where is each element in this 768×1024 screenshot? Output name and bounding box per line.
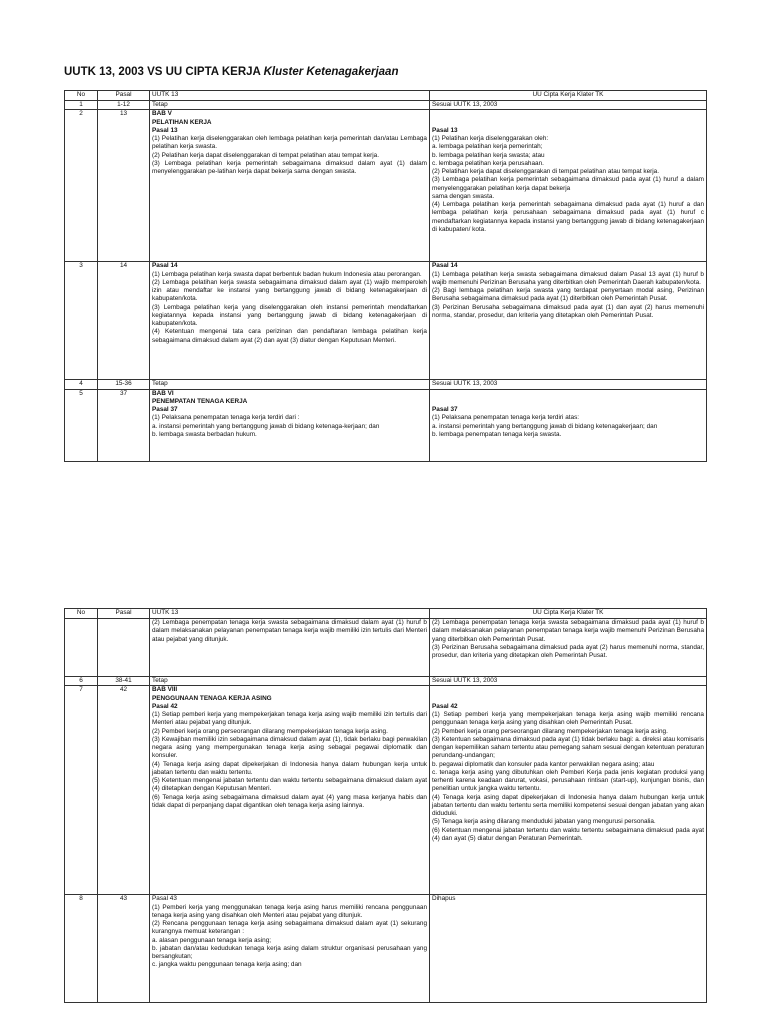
bab-heading: BAB VI <box>152 389 174 397</box>
header-uutk: UUTK 13 <box>150 609 430 619</box>
row-no: 4 <box>65 380 98 389</box>
row-pasal: 38-41 <box>98 677 150 686</box>
row-no: 7 <box>65 686 98 895</box>
table-row <box>65 262 707 380</box>
ayat-item: c. jangka waktu penggunaan tenaga kerja asing; dan <box>152 961 302 969</box>
uutk-cell <box>150 262 430 380</box>
bab-heading: BAB VIII <box>152 686 178 694</box>
header-uutk: UUTK 13 <box>150 91 430 101</box>
comparison-table-2 <box>64 608 707 1003</box>
table-row <box>65 677 707 686</box>
ayat-item: b. pegawai diplomatik dan konsuler pada kantor perwakilan negara asing; atau <box>432 760 655 768</box>
row-pasal: 1-12 <box>98 101 150 110</box>
row-pasal: 43 <box>98 895 150 1003</box>
row-pasal: 14 <box>98 262 150 380</box>
pasal-heading: Pasal 37 <box>432 406 458 413</box>
ayat-item: c. tenaga kerja asing yang dibutuhkan oleh Pemberi Kerja pada jenis kegiatan produksi yang terhenti karena keadaan darurat, vokasi, perusahaan rintisan (start-up), kunjungan bisnis, dan penelitian untuk jangka waktu tertentu. <box>432 768 704 793</box>
ayat-text: (1) Pelaksana penempatan tenaga kerja terdiri dari : <box>152 414 300 422</box>
row-no: 6 <box>65 677 98 686</box>
row-pasal <box>98 619 150 677</box>
cipta-kerja-cell: Sesuai UUTK 13, 2003 <box>430 380 707 389</box>
ayat-item: a. lembaga pelatihan kerja pemerintah; <box>432 143 543 151</box>
ayat-text: (1) Setiap pemberi kerja yang mempekerjakan tenaga kerja asing wajib memiliki rencana penggunaan tenaga kerja asing yang disahkan oleh Pemerintah Pusat. <box>432 711 704 727</box>
uutk-cell: Tetap <box>150 380 430 389</box>
ayat-text: (1) Lembaga pelatihan kerja swasta sebagaimana dimaksud dalam Pasal 13 ayat (1) huruf b wajib memenuhi Perizinan Berusaha yang diterbitkan oleh Pemerintah Daerah kabupaten/kota. <box>432 270 704 286</box>
ayat-item: c. lembaga pelatihan kerja perusahaan. <box>432 159 544 167</box>
ayat-text: (4) Tenaga kerja asing dapat dipekerjakan di Indonesia hanya dalam hubungan kerja untuk jabatan tertentu dan waktu tertentu serta memiliki kompetensi sesuai dengan jabatan yang akan diduduki. <box>432 793 704 817</box>
ayat-text: (4) Tenaga kerja asing dapat dipekerjakan di Indonesia hanya dalam hubungan kerja untuk jabatan tertentu dan waktu tertentu. <box>152 760 427 776</box>
header-cipta-kerja: UU Cipta Kerja Klater TK <box>430 609 707 619</box>
ayat-text: (2) Lembaga pelatihan kerja swasta sebagaimana dimaksud dalam ayat (1) wajib memperoleh izin atau mendaftar ke instansi yang bertanggung jawab di bidang ketenagakerjaan di kabupaten/kota. <box>152 278 427 303</box>
pasal-heading: Pasal 13 <box>152 126 178 134</box>
uutk-cell: Tetap <box>150 677 430 686</box>
ayat-text: (1) Lembaga pelatihan kerja swasta dapat berbentuk badan hukum Indonesia atau perorangan. <box>152 270 422 278</box>
header-no: No <box>65 91 98 101</box>
section-heading: PENEMPATAN TENAGA KERJA <box>152 397 248 405</box>
ayat-text: (1) Pelaksana penempatan tenaga kerja terdiri atas: <box>432 414 580 422</box>
ayat-item: b. lembaga pelatihan kerja swasta; atau <box>432 151 545 159</box>
pasal-heading: Pasal 13 <box>432 126 458 134</box>
row-no <box>65 619 98 677</box>
row-pasal: 37 <box>98 389 150 461</box>
ayat-text: (1) Pelatihan kerja diselenggarakan oleh lembaga pelatihan kerja pemerintah dan/atau Lembaga pelatihan kerja swasta. <box>152 135 427 151</box>
table-header-row <box>65 609 707 619</box>
cipta-kerja-cell: Sesuai UUTK 13, 2003 <box>430 101 707 110</box>
pasal-heading: Pasal 14 <box>152 262 178 270</box>
ayat-text: (5) Ketentuan mengenai jabatan tertentu dan waktu tertentu sebagaimana dimaksud dalam ayat (4) ditetapkan dengan Keputusan Menteri. <box>152 777 427 793</box>
uutk-cell <box>150 389 430 461</box>
cipta-kerja-cell <box>430 619 707 677</box>
ayat-text: (2) Lembaga penempatan tenaga kerja swasta sebagaimana dimaksud pada ayat (1) huruf b dalam melaksanakan pelayanan penempatan tenaga kerja wajib memenuhi Perizinan Berusaha yang diterbitkan oleh Pemerintah Pusat. <box>432 619 704 643</box>
table-row <box>65 380 707 389</box>
table-row <box>65 619 707 677</box>
row-pasal: 15-36 <box>98 380 150 389</box>
row-no: 2 <box>65 110 98 262</box>
table-header-row <box>65 91 707 101</box>
header-pasal: Pasal <box>98 91 150 101</box>
ayat-text: (3) Lembaga pelatihan kerja yang diselenggarakan oleh instansi pemerintah mendaftarkan kegiatannya kepada instansi yang bertanggung jawab di bidang ketenagakerjaan di kabupaten/kota. <box>152 303 427 327</box>
pasal-heading: Pasal 42 <box>152 702 178 710</box>
ayat-text: (2) Pelatihan kerja dapat diselenggarakan di tempat pelatihan atau tempat kerja. <box>152 151 380 159</box>
ayat-text: (3) Kewajiban memiliki izin sebagaimana dimaksud dalam ayat (1), tidak berlaku bagi perwakilan negara asing yang mempergunakan tenaga kerja asing sebagai pegawai diplomatik dan konsuler. <box>152 735 427 760</box>
ayat-item: a. instansi pemerintah yang bertanggung jawab di bidang ketenagakerjaan; dan <box>432 422 658 430</box>
uutk-cell <box>150 895 430 1003</box>
ayat-text: (3) Perizinan Berusaha sebagaimana dimaksud pada ayat (2) harus memenuhi norma, standar, prosedur, dan kriteria yang ditetapkan oleh Pemerintah Pusat. <box>432 643 704 659</box>
ayat-text: (5) Tenaga kerja asing dilarang menduduki jabatan yang mengurusi personalia. <box>432 818 656 826</box>
document-title-italic: Kluster Ketenagakerjaan <box>263 66 399 78</box>
bab-heading: BAB V <box>152 110 172 118</box>
section-heading: PELATIHAN KERJA <box>152 118 212 126</box>
cipta-kerja-cell <box>430 686 707 895</box>
row-pasal: 42 <box>98 686 150 895</box>
pasal-heading: Pasal 37 <box>152 406 178 413</box>
uutk-cell: Tetap <box>150 101 430 110</box>
table-row <box>65 686 707 895</box>
cipta-kerja-cell: Sesuai UUTK 13, 2003 <box>430 677 707 686</box>
row-no: 5 <box>65 389 98 461</box>
uutk-cell <box>150 110 430 262</box>
table-row <box>65 101 707 110</box>
ayat-item: b. lembaga swasta berbadan hukum. <box>152 430 257 438</box>
ayat-text: (2) Bagi lembaga pelatihan kerja swasta yang terdapat penyertaan modal asing, Perizinan Berusaha sebagaimana dimaksud pada ayat (1) diterbitkan oleh Pemerintah Pusat. <box>432 287 704 303</box>
section-heading: PENGGUNAAN TENAGA KERJA ASING <box>152 694 272 702</box>
table-row <box>65 389 707 461</box>
ayat-text: (1) Pelatihan kerja diselenggarakan oleh: <box>432 135 549 142</box>
row-no: 3 <box>65 262 98 380</box>
table-row <box>65 895 707 1003</box>
pasal-heading: Pasal 14 <box>432 262 458 270</box>
ayat-item: b. jabatan dan/atau kedudukan tenaga kerja asing dalam struktur organisasi perusahaan yang bersangkutan; <box>152 944 427 960</box>
ayat-text: (2) Rencana penggunaan tenaga kerja asing sebagaimana dimaksud dalam ayat (1) sekurang kurangnya memuat keterangan : <box>152 920 427 936</box>
ayat-text: (3) Lembaga pelatihan kerja pemerintah sebagaimana dimaksud dalam ayat (1) dalam menyelenggarakan pe-latihan kerja dapat bekerja sama dengan swasta. <box>152 159 427 175</box>
uutk-cell <box>150 619 430 677</box>
ayat-item: b. lembaga penempatan tenaga kerja swasta. <box>432 430 562 438</box>
row-no: 8 <box>65 895 98 1003</box>
pasal-heading: Pasal 43 <box>152 895 177 903</box>
ayat-text: (2) Pemberi kerja orang perseorangan dilarang mempekerjakan tenaga kerja asing. <box>432 727 668 735</box>
ayat-text: (3) Ketentuan sebagaimana dimaksud pada ayat (1) tidak berlaku bagi: a. direksi atau komisaris dengan kepemilikan saham tertentu atau pemegang saham sesuai dengan ketentuan peraturan perundang-undangan; <box>432 735 704 760</box>
table-row <box>65 110 707 262</box>
ayat-item: a. alasan penggunaan tenaga kerja asing; <box>152 936 272 944</box>
cipta-kerja-cell <box>430 262 707 380</box>
ayat-text: (2) Lembaga penempatan tenaga kerja swasta sebagaimana dimaksud dalam ayat (1) huruf b dalam melaksanakan pelayanan penempatan tenaga kerja wajib memiliki izin tertulis dari Menteri atau pejabat yang ditunjuk. <box>152 619 427 643</box>
document-title: UUTK 13, 2003 VS UU CIPTA KERJA Kluster Ketenagakerjaan <box>64 66 399 78</box>
ayat-text: (2) Pelatihan kerja dapat diselenggarakan di tempat pelatihan atau tempat kerja. <box>432 168 660 175</box>
comparison-table-1 <box>64 90 707 462</box>
ayat-text: (2) Pemberi kerja orang perseorangan dilarang mempekerjakan tenaga kerja asing. <box>152 727 388 735</box>
cipta-kerja-cell <box>430 389 707 461</box>
ayat-text: (4) Ketentuan mengenai tata cara perizinan dan pendaftaran lembaga pelatihan kerja sebagaimana dimaksud dalam ayat (2) dan ayat (3) diatur dengan Keputusan Menteri. <box>152 328 427 344</box>
ayat-text: (3) Perizinan Berusaha sebagaimana dimaksud pada ayat (1) dan ayat (2) harus memenuhi norma, standar, prosedur, dan kriteria yang ditetapkan oleh Pemerintah Pusat. <box>432 303 704 319</box>
header-cipta-kerja: UU Cipta Kerja Klater TK <box>430 91 707 101</box>
cipta-kerja-cell <box>430 110 707 262</box>
ayat-text: (1) Setiap pemberi kerja yang mempekerjakan tenaga kerja asing wajib memiliki izin tertulis dari Menteri atau pejabat yang ditunjuk. <box>152 711 427 727</box>
ayat-item: a. instansi pemerintah yang bertanggung jawab di bidang ketenaga-kerjaan; dan <box>152 422 380 430</box>
header-pasal: Pasal <box>98 609 150 619</box>
ayat-text: (1) Pemberi kerja yang menggunakan tenaga kerja asing harus memiliki rencana penggunaan tenaga kerja asing yang disahkan oleh Menteri atau pejabat yang ditunjuk. <box>152 903 427 919</box>
header-no: No <box>65 609 98 619</box>
ayat-text: sama dengan swasta. <box>432 192 495 200</box>
ayat-text: (6) Tenaga kerja asing sebagaimana dimaksud dalam ayat (4) yang masa kerjanya habis dan tidak dapat di perpanjang dapat digantikan oleh tenaga kerja asing lainnya. <box>152 793 427 809</box>
cipta-kerja-cell: Dihapus <box>430 895 707 1003</box>
row-pasal: 13 <box>98 110 150 262</box>
ayat-text: (6) Ketentuan mengenai jabatan tertentu dan waktu tertentu sebagaimana dimaksud pada ayat (4) dan ayat (5) diatur dengan Peraturan Pemerintah. <box>432 826 704 842</box>
uutk-cell <box>150 686 430 895</box>
pasal-heading: Pasal 42 <box>432 702 458 710</box>
ayat-text: (3) Lembaga pelatihan kerja pemerintah sebagaimana dimaksud pada ayat (1) huruf a dalam menyelenggarakan pelatihan kerja dapat bekerja <box>432 176 704 192</box>
ayat-text: (4) Lembaga pelatihan kerja pemerintah sebagaimana dimaksud pada ayat (1) huruf a dan lembaga pelatihan kerja perusahaan sebagaimana dimaksud pada ayat (1) huruf c mendaftarkan kegiatannya kepada instansi yang bertanggung jawab di bidang ketenagakerjaan di kabupaten/ kota. <box>432 201 704 233</box>
row-no: 1 <box>65 101 98 110</box>
